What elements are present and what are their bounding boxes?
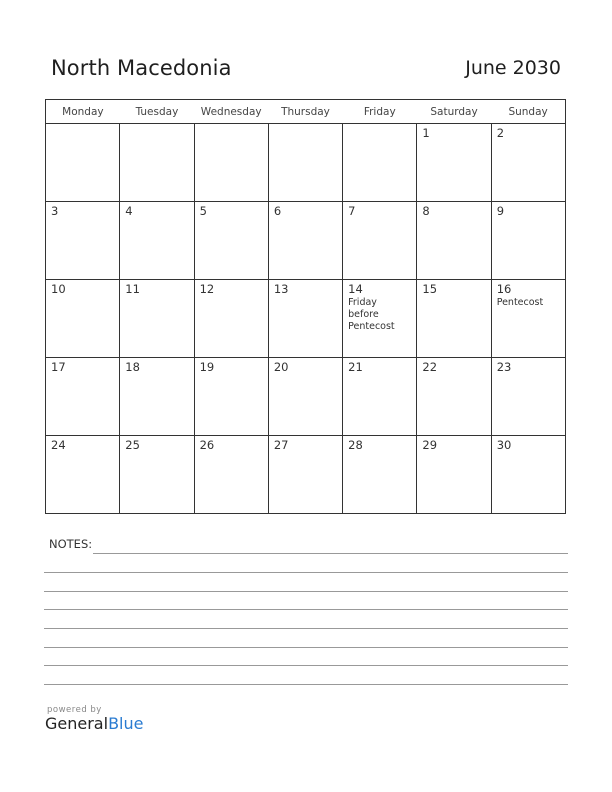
day-number: 27	[273, 438, 289, 452]
day-cell	[194, 202, 268, 280]
day-cell	[194, 124, 268, 202]
brand-general: General	[45, 714, 109, 733]
day-cell	[120, 358, 194, 436]
day-number: 20	[273, 360, 289, 374]
day-number: 5	[199, 204, 207, 218]
day-cell	[491, 436, 565, 514]
day-number: 17	[51, 360, 66, 374]
day-cell	[194, 436, 268, 514]
day-number: 14	[348, 282, 363, 296]
day-number: 24	[51, 438, 66, 452]
day-cell	[46, 124, 120, 202]
day-cell	[46, 436, 120, 514]
day-cell	[120, 124, 194, 202]
day-cell	[268, 202, 342, 280]
day-cell	[417, 436, 491, 514]
day-number: 11	[125, 282, 140, 296]
day-cell	[46, 280, 120, 358]
day-cell	[46, 202, 120, 280]
day-number: 18	[125, 360, 140, 374]
day-cell	[343, 358, 417, 436]
day-cell	[268, 358, 342, 436]
day-cell	[417, 202, 491, 280]
day-number: 30	[496, 438, 512, 452]
day-number: 4	[125, 204, 133, 218]
day-number: 15	[422, 282, 438, 296]
day-cell	[343, 124, 417, 202]
day-number: 13	[273, 282, 289, 296]
day-cell	[194, 280, 268, 358]
day-cell	[491, 358, 565, 436]
country-title: North Macedonia	[51, 56, 232, 80]
day-number: 6	[273, 204, 282, 218]
weekday-header: Friday	[343, 100, 417, 124]
week-row	[46, 436, 566, 514]
day-cell	[46, 358, 120, 436]
day-cell	[491, 202, 565, 280]
day-number: 26	[199, 438, 215, 452]
day-cell	[343, 436, 417, 514]
day-cell	[343, 202, 417, 280]
week-row	[46, 280, 566, 358]
weekday-header: Monday	[46, 100, 120, 124]
weekday-header: Tuesday	[120, 100, 194, 124]
day-number: 10	[51, 282, 66, 296]
powered-by-text: powered by	[47, 705, 102, 715]
day-number: 12	[199, 282, 215, 296]
day-number: 2	[496, 126, 505, 140]
day-cell	[194, 358, 268, 436]
day-cell	[268, 280, 342, 358]
day-number: 8	[422, 204, 430, 218]
day-cell	[268, 436, 342, 514]
day-cell	[491, 280, 565, 358]
day-number: 23	[496, 360, 512, 374]
day-number: 7	[348, 204, 356, 218]
day-number: 21	[348, 360, 363, 374]
weekday-header: Wednesday	[194, 100, 268, 124]
notes-label: NOTES:	[49, 537, 93, 551]
day-cell	[491, 124, 565, 202]
day-cell	[343, 280, 417, 358]
day-number: 28	[348, 438, 363, 452]
weekday-header: Saturday	[417, 100, 491, 124]
weekday-header: Thursday	[268, 100, 342, 124]
day-cell	[120, 202, 194, 280]
notes-line	[44, 684, 568, 685]
weekday-header: Sunday	[491, 100, 565, 124]
notes-line	[44, 665, 568, 666]
holiday-label: Friday before Pentecost	[348, 297, 395, 332]
day-number: 1	[422, 126, 430, 140]
day-cell	[417, 280, 491, 358]
day-number: 9	[496, 204, 505, 218]
day-number: 3	[51, 204, 59, 218]
month-year: June 2030	[465, 57, 561, 79]
day-cell	[120, 436, 194, 514]
notes-line	[44, 628, 568, 629]
notes-line	[44, 647, 568, 648]
day-cell	[268, 124, 342, 202]
day-number: 25	[125, 438, 140, 452]
calendar-grid	[45, 99, 566, 514]
notes-line	[44, 572, 568, 573]
notes-line	[44, 609, 568, 610]
day-cell	[120, 280, 194, 358]
brand-blue: Blue	[108, 714, 144, 733]
day-number: 22	[422, 360, 438, 374]
notes-line	[44, 591, 568, 592]
week-row	[46, 124, 566, 202]
day-number: 16	[496, 282, 512, 296]
week-row	[46, 202, 566, 280]
brand-logo	[45, 705, 143, 733]
day-cell	[417, 124, 491, 202]
week-row	[46, 358, 566, 436]
day-number: 29	[422, 438, 438, 452]
holiday-label: Pentecost	[496, 297, 544, 308]
brand-name	[45, 715, 143, 733]
day-cell	[417, 358, 491, 436]
day-number: 19	[199, 360, 215, 374]
notes-line	[93, 553, 568, 554]
weekday-header-row	[46, 100, 566, 124]
